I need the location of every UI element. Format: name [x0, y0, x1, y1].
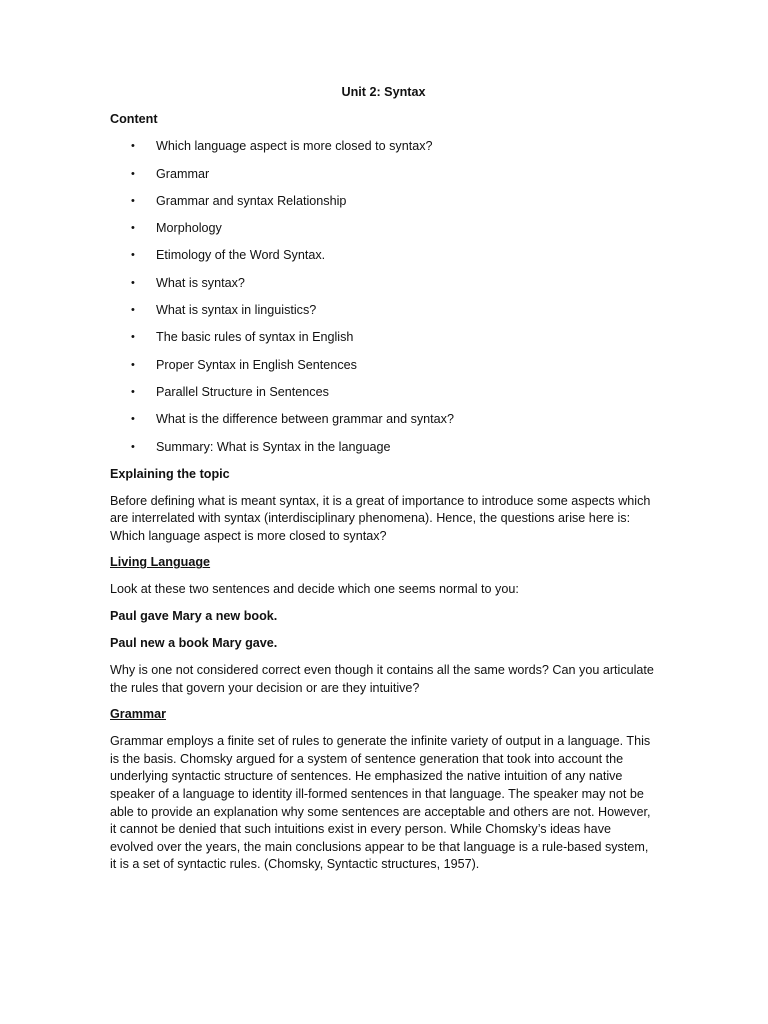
bullet-icon: • — [131, 440, 135, 453]
list-item-text: What is the difference between grammar and syntax? — [156, 412, 454, 427]
list-item-text: Summary: What is Syntax in the language — [156, 439, 391, 454]
bullet-icon: • — [131, 194, 135, 207]
list-item — [110, 384, 655, 402]
list-item — [110, 302, 655, 320]
document-page — [110, 84, 655, 874]
list-item-text: What is syntax? — [156, 275, 245, 290]
list-item-text: The basic rules of syntax in English — [156, 330, 354, 345]
list-item — [110, 411, 655, 429]
document-title: Unit 2: Syntax — [341, 85, 426, 99]
bullet-icon: • — [131, 304, 135, 317]
list-item-text: Proper Syntax in English Sentences — [156, 357, 357, 372]
list-item — [110, 220, 655, 238]
bullet-icon: • — [131, 413, 135, 426]
example-sentence-1: Paul gave Mary a new book. — [110, 608, 278, 623]
bullet-icon: • — [131, 276, 135, 289]
list-item-text: Grammar — [156, 166, 210, 181]
list-item — [110, 357, 655, 375]
example-sentence-2: Paul new a book Mary gave. — [110, 635, 278, 650]
bullet-icon: • — [131, 140, 135, 153]
explaining-paragraph: Before defining what is meant syntax, it is a great of importance to introduce some aspects which are interrelated with syntax (interdisciplinary phenomena). Hence, the questions arise here is: Which language aspect is more closed to syntax? — [110, 493, 651, 543]
list-item-text: Etimology of the Word Syntax. — [156, 248, 326, 263]
list-item-text: Parallel Structure in Sentences — [156, 384, 329, 399]
list-item-text: Which language aspect is more closed to syntax? — [156, 139, 433, 154]
list-item — [110, 247, 655, 265]
list-item-text: Grammar and syntax Relationship — [156, 193, 347, 208]
content-list — [110, 138, 655, 456]
list-item — [110, 166, 655, 184]
list-item — [110, 329, 655, 347]
list-item-text: Morphology — [156, 221, 222, 236]
living-language-intro: Look at these two sentences and decide which one seems normal to you: — [110, 582, 519, 597]
list-item — [110, 439, 655, 457]
grammar-heading: Grammar — [110, 707, 167, 722]
grammar-paragraph: Grammar employs a finite set of rules to generate the infinite variety of output in a language. This is the basis. Chomsky argued for a system of sentence generation that took into account the underlying syntactic structure of sentences. He emphasized the native intuition of any native speaker of a language to identity ill-formed sentences in that language. The speaker may not be able to provide an explanation why some sentences are acceptable and others are not. However, it cannot be denied that such intuitions exist in every person. While Chomsky’s ideas have evolved over the years, the main conclusions appear to be that language is a rule-based system, it is a set of syntactic rules. (Chomsky, Syntactic structures, 1957). — [110, 734, 651, 872]
bullet-icon: • — [131, 358, 135, 371]
list-item — [110, 275, 655, 293]
content-heading: Content — [110, 112, 158, 126]
bullet-icon: • — [131, 222, 135, 235]
list-item — [110, 138, 655, 156]
bullet-icon: • — [131, 385, 135, 398]
bullet-icon: • — [131, 249, 135, 262]
living-language-question: Why is one not considered correct even though it contains all the same words? Can you articulate the rules that govern your decision or are they intuitive? — [110, 662, 654, 695]
list-item-text: What is syntax in linguistics? — [156, 303, 317, 318]
list-item — [110, 193, 655, 211]
bullet-icon: • — [131, 331, 135, 344]
living-language-heading: Living Language — [110, 555, 211, 570]
explaining-heading: Explaining the topic — [110, 466, 230, 481]
bullet-icon: • — [131, 167, 135, 180]
